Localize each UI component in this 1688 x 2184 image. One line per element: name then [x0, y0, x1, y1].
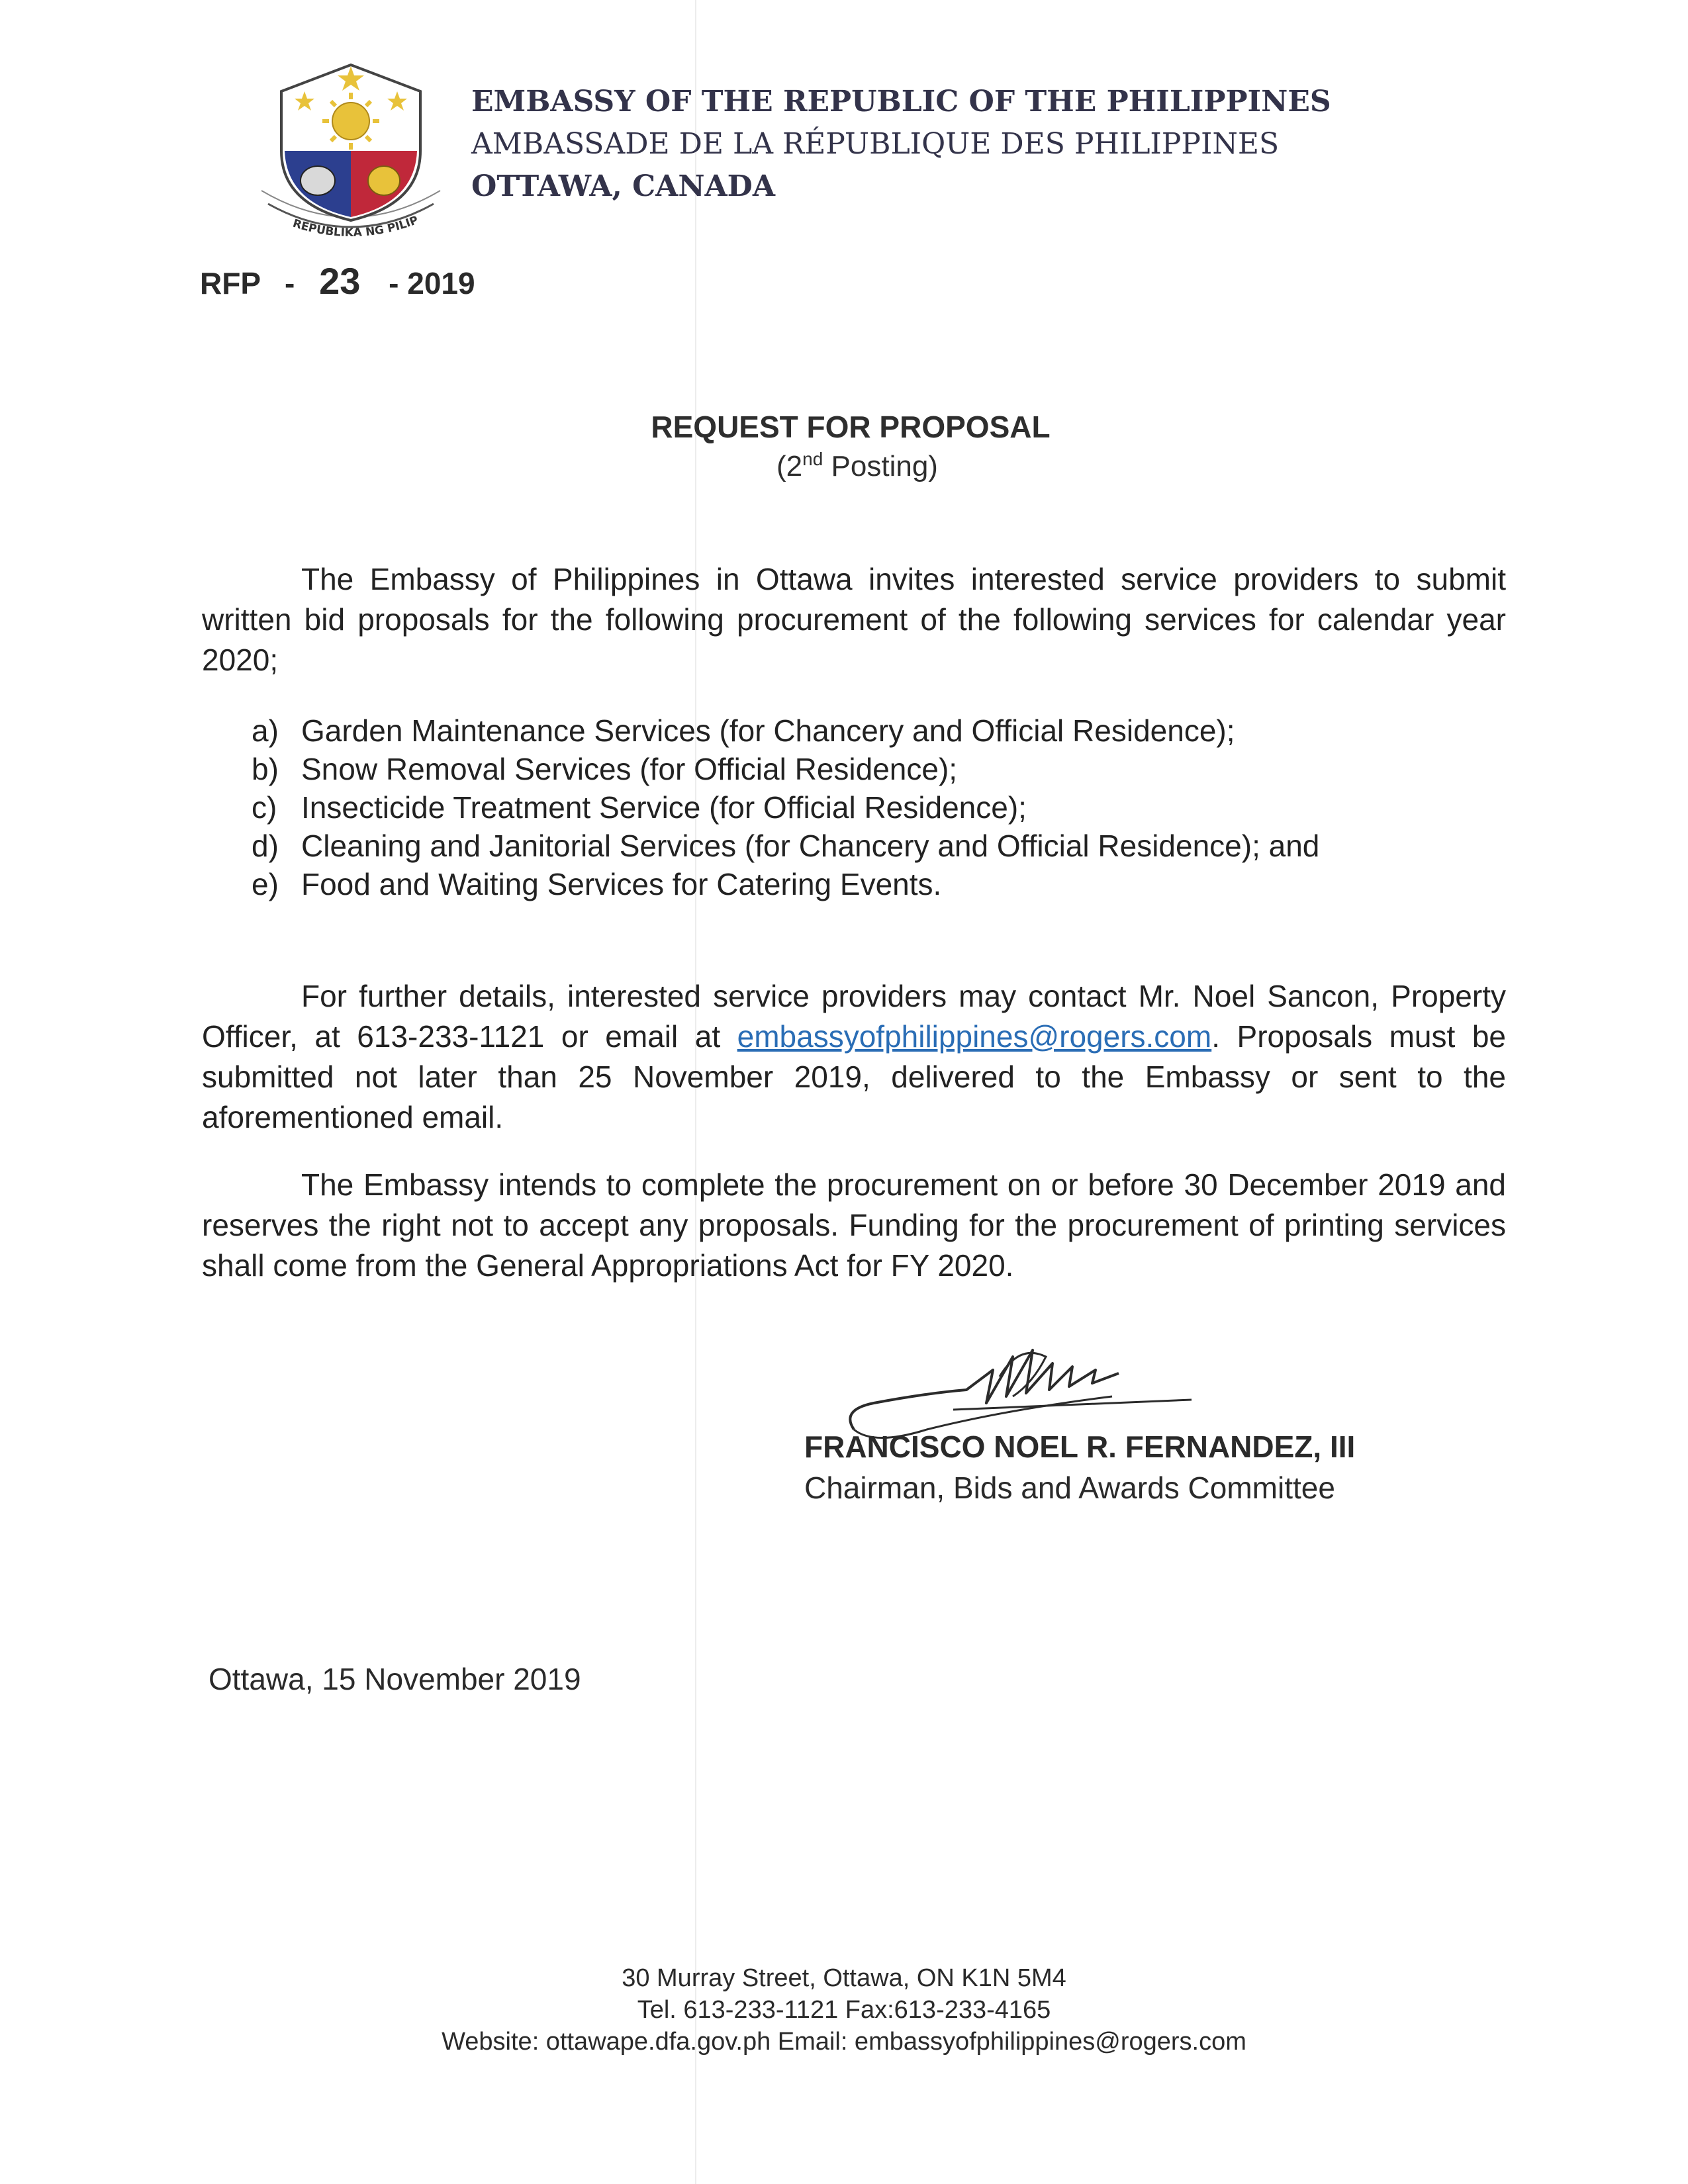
contact-paragraph [202, 976, 1506, 1138]
list-item [252, 865, 1319, 903]
seal-emblem-icon [255, 52, 447, 250]
letterhead-french-name: AMBASSADE DE LA RÉPUBLIQUE DES PHILIPPINES [471, 127, 1280, 161]
list-item [252, 711, 1319, 750]
services-list [252, 711, 1319, 903]
list-item [252, 750, 1319, 788]
document-date: Ottawa, 15 November 2019 [209, 1662, 581, 1696]
rfp-year: 2019 [407, 266, 475, 300]
list-item-letter: c) [252, 790, 277, 825]
letterhead-embassy-name: EMBASSY OF THE REPUBLIC OF THE PHILIPPINES [471, 85, 1331, 118]
list-item-letter: b) [252, 752, 279, 786]
list-item [252, 827, 1319, 865]
rfp-separator: - [389, 266, 399, 300]
letterhead-location: OTTAWA, CANADA [471, 169, 775, 203]
subtitle-rest: Posting) [823, 450, 938, 482]
list-item-letter: a) [252, 713, 279, 748]
title-main: REQUEST FOR PROPOSAL [651, 410, 1051, 444]
title-subtitle [26, 447, 1688, 486]
signatory-role: Chairman, Bids and Awards Committee [804, 1471, 1335, 1505]
list-item [252, 788, 1319, 827]
footer-phones: Tel. 613-233-1121 Fax:613-233-4165 [637, 1996, 1051, 2024]
rfp-reference [200, 259, 475, 302]
list-item-text: Snow Removal Services (for Official Residence); [301, 752, 958, 786]
contact-email-link[interactable]: embassyofphilippines@rogers.com [737, 1019, 1212, 1054]
footer [0, 1962, 1688, 2058]
rfp-separator: - [284, 266, 295, 300]
closing-paragraph: The Embassy intends to complete the procurement on or before 30 December 2019 and reserves the right not to accept any proposals. Funding for the procurement of printing services shall come from the General Appropriations Act for FY 2020. [202, 1167, 1506, 1283]
list-item-text: Insecticide Treatment Service (for Official Residence); [301, 790, 1027, 825]
philippine-seal-logo [255, 52, 447, 250]
intro-paragraph: The Embassy of Philippines in Ottawa invites interested service providers to submit written bid proposals for the following procurement of the following services for calendar year 2020; [202, 562, 1506, 677]
rfp-prefix: RFP [200, 266, 261, 300]
list-item-text: Cleaning and Janitorial Services (for Chancery and Official Residence); and [301, 829, 1320, 863]
list-item-text: Garden Maintenance Services (for Chancery and Official Residence); [301, 713, 1235, 748]
seal-text: REPUBLIKA NG PILIP [291, 213, 420, 240]
footer-web: Website: ottawape.dfa.gov.ph Email: embassyofphilippines@rogers.com [442, 2028, 1246, 2056]
footer-address: 30 Murray Street, Ottawa, ON K1N 5M4 [622, 1964, 1066, 1992]
subtitle-ordinal: nd [802, 449, 823, 469]
signatory-block [804, 1426, 1355, 1508]
signatory-name: FRANCISCO NOEL R. FERNANDEZ, III [804, 1430, 1356, 1464]
letterhead [471, 81, 1331, 208]
list-item-letter: d) [252, 829, 279, 863]
document-title [0, 407, 1688, 486]
list-item-text: Food and Waiting Services for Catering Events. [301, 867, 942, 901]
list-item-letter: e) [252, 867, 279, 901]
subtitle-open: (2 [776, 450, 803, 482]
contact-text-before: For further details, interested service providers may contact Mr. Noel Sancon, Property Officer, at 613-233-1121 or email at [202, 979, 1506, 1054]
rfp-number: 23 [319, 260, 361, 302]
contact-text-after: . Proposals must be submitted not later than 25 November 2019, delivered to the Embassy or sent to the aforementioned email. [202, 1019, 1506, 1134]
